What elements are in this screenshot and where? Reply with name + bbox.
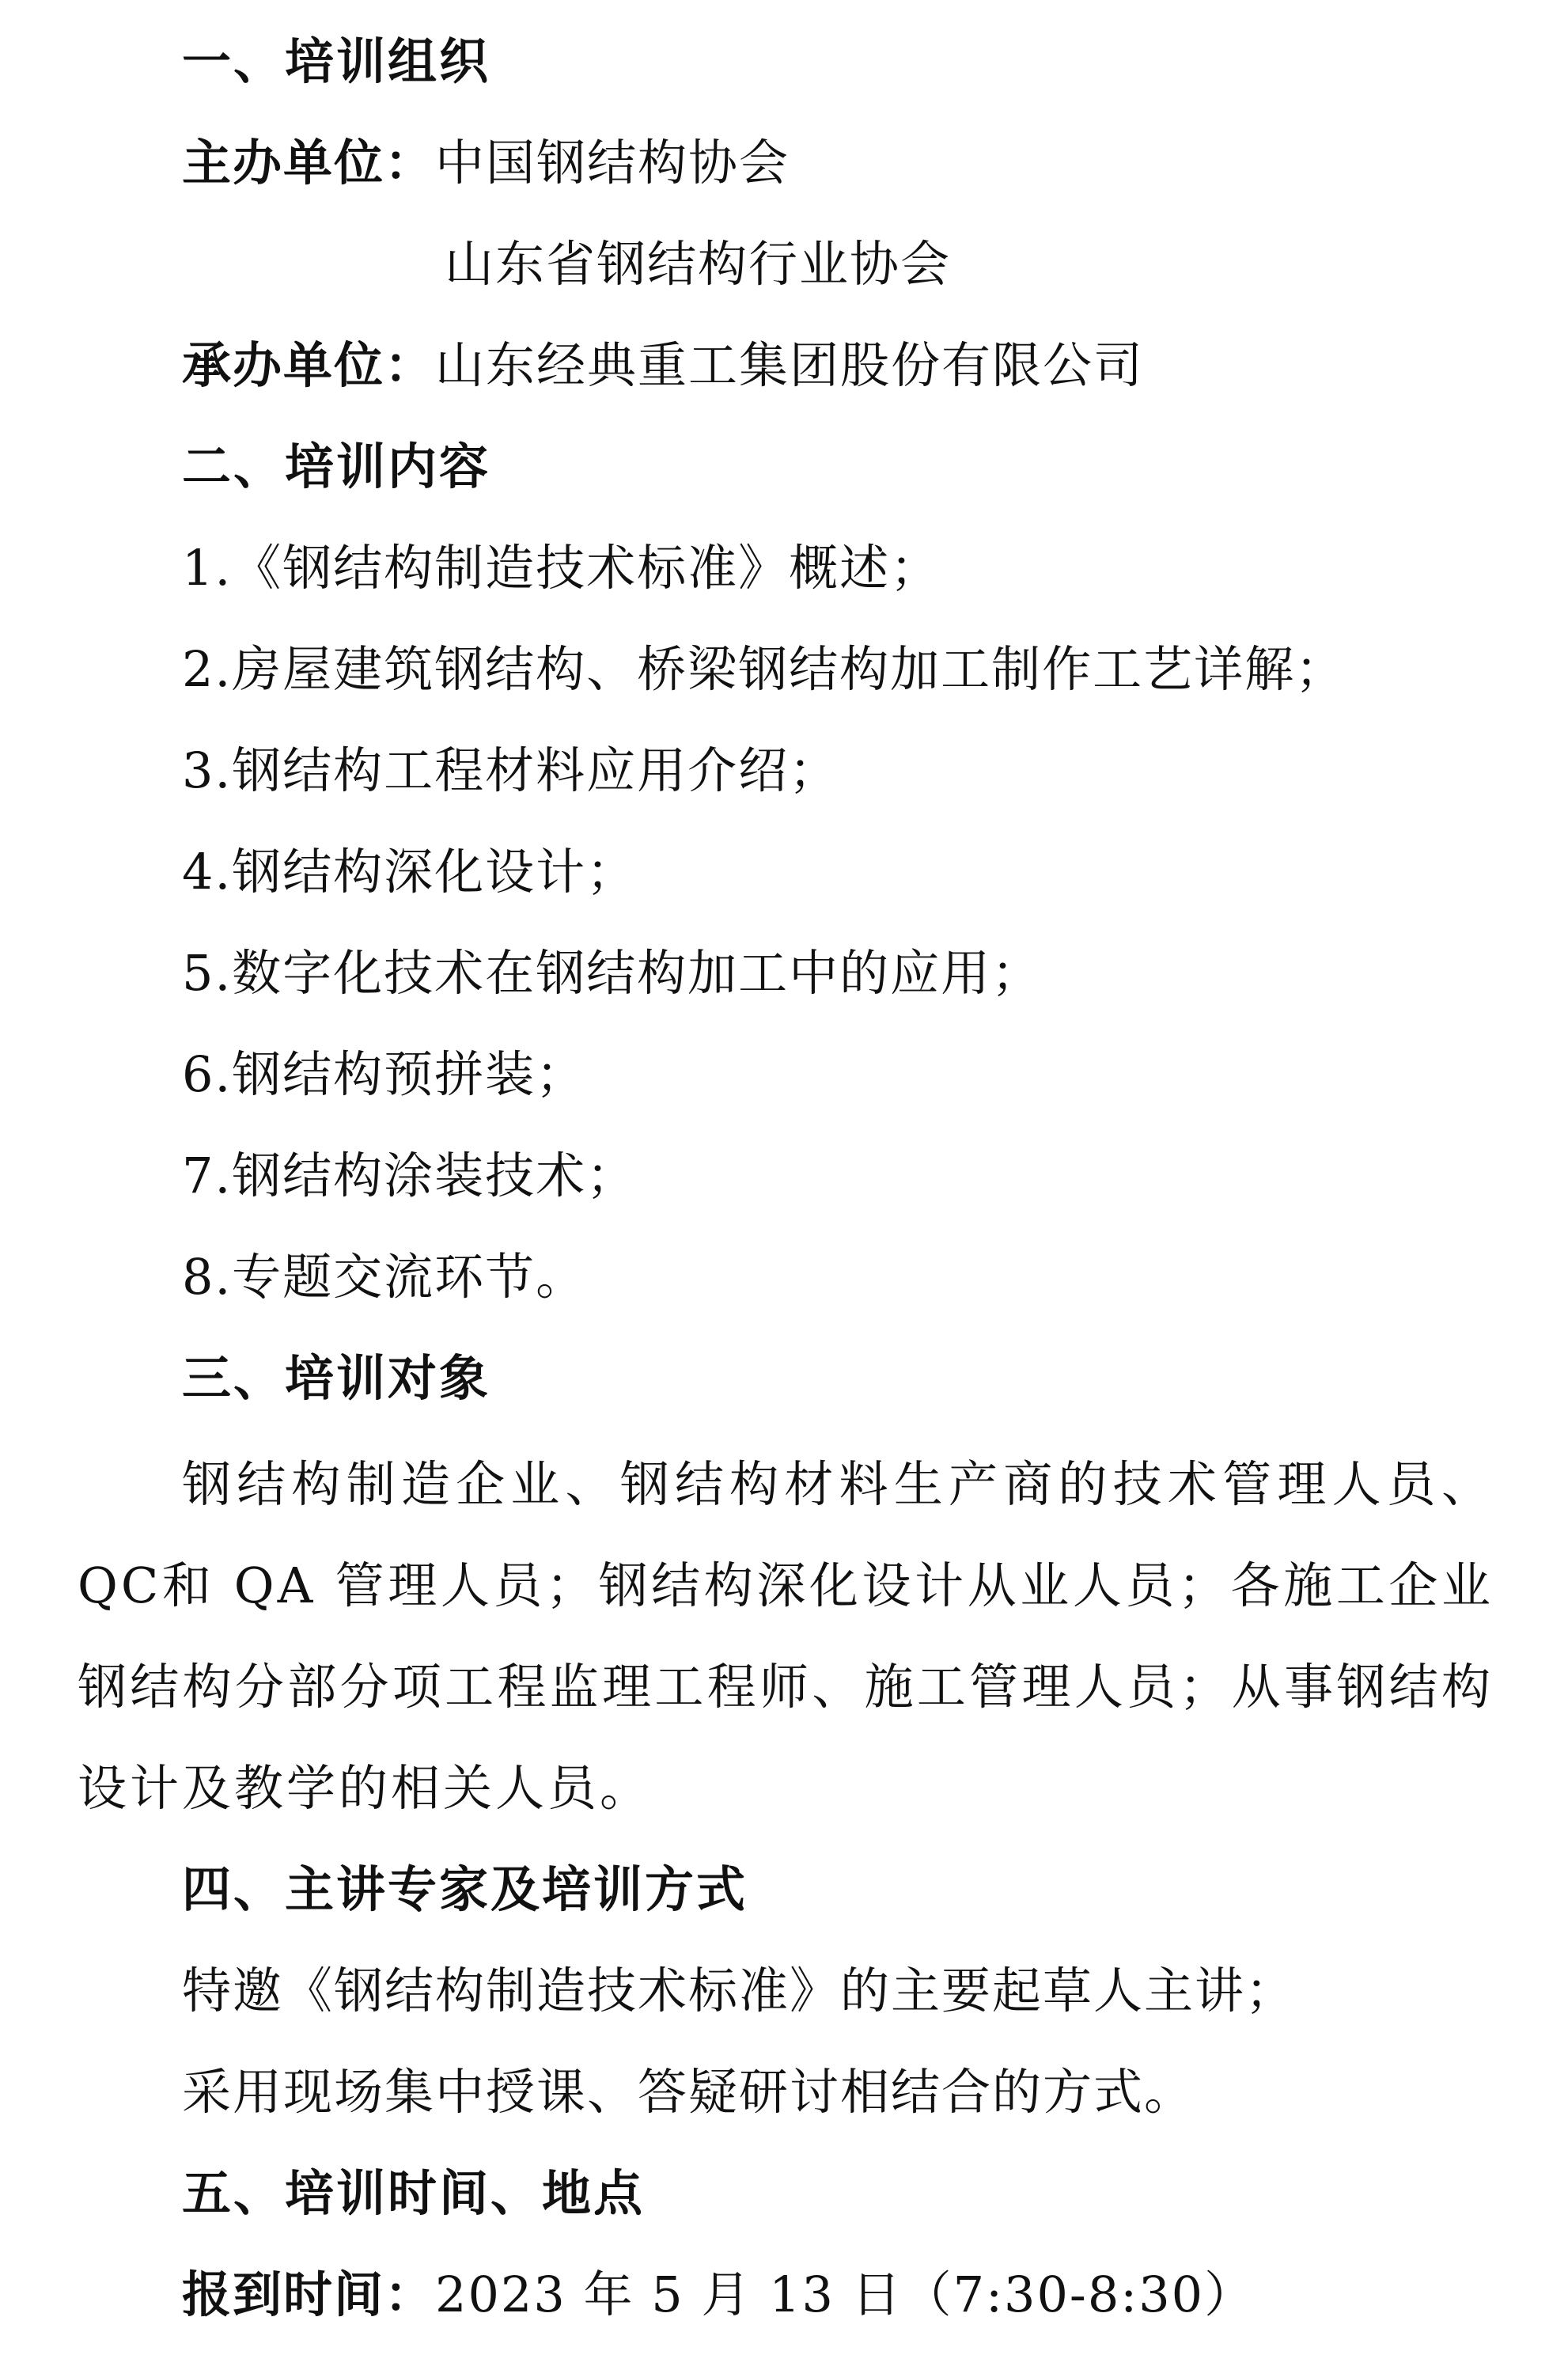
content-item: 1.《钢结构制造技术标准》概述； (182, 539, 941, 597)
host-value-2: 山东省钢结构行业协会 (445, 235, 952, 293)
checkin-label: 报到时间： (182, 2266, 436, 2323)
section-heading-content: 二、培训内容 (182, 438, 491, 495)
organizer-line (182, 334, 1144, 397)
audience-paragraph: 钢结构制造企业、钢结构材料生产商的技术管理人员、QC和 QA 管理人员；钢结构深化设计从业人员；各施工企业钢结构分部分项工程监理工程师、施工管理人员；从事钢结构设计及教学的相关人员。 (78, 1455, 1494, 1817)
experts-line-2: 采用现场集中授课、答疑研讨相结合的方式。 (182, 2063, 1195, 2121)
content-item: 4.钢结构深化设计； (182, 843, 638, 901)
organizer-label: 承办单位： (182, 336, 436, 394)
content-item: 8.专题交流环节。 (182, 1248, 587, 1306)
host-value-1: 中国钢结构协会 (435, 134, 790, 191)
content-item: 3.钢结构工程材料应用介绍； (182, 741, 840, 799)
organizer-value: 山东经典重工集团股份有限公司 (435, 336, 1145, 394)
content-item: 5.数字化技术在钢结构加工中的应用； (182, 944, 1043, 1002)
section-heading-experts: 四、主讲专家及培训方式 (182, 1860, 748, 1918)
host-label: 主办单位： (182, 134, 436, 191)
host-line (182, 131, 790, 195)
content-item: 6.钢结构预拼装； (182, 1045, 587, 1103)
checkin-line (182, 2263, 1255, 2326)
content-item: 2.房屋建筑钢结构、桥梁钢结构加工制作工艺详解； (182, 640, 1346, 698)
experts-line-1: 特邀《钢结构制造技术标准》的主要起草人主讲； (182, 1962, 1297, 2019)
content-item: 7.钢结构涂装技术； (182, 1147, 638, 1204)
section-heading-org: 一、培训组织 (182, 32, 491, 90)
section-heading-time-place: 五、培训时间、地点 (182, 2164, 646, 2222)
checkin-value: 2023 年 5 月 13 日（7:30-8:30） (435, 2266, 1256, 2323)
section-heading-audience: 三、培训对象 (182, 1349, 491, 1407)
